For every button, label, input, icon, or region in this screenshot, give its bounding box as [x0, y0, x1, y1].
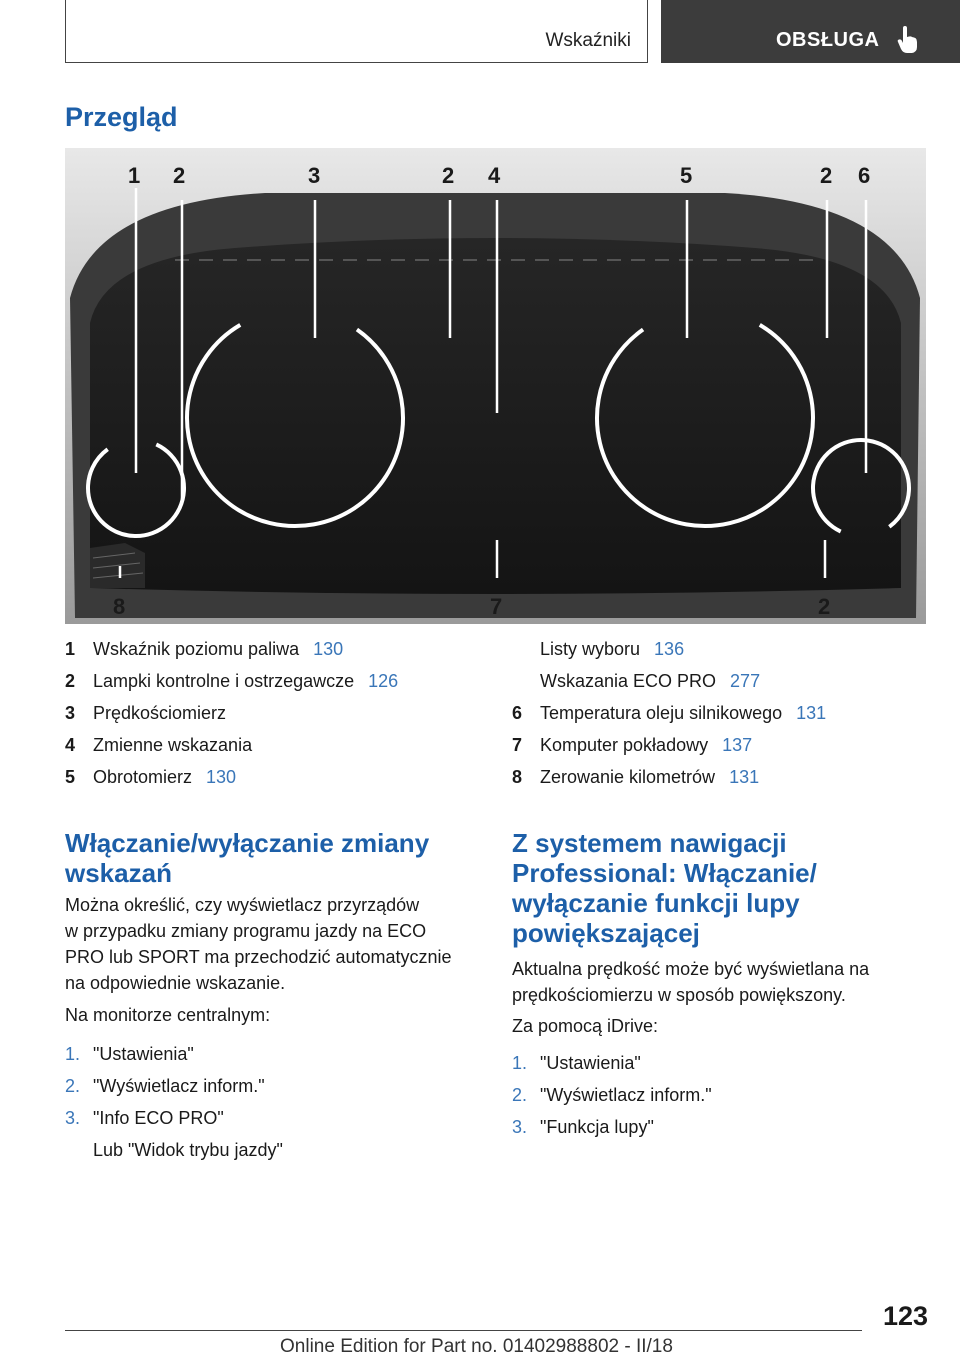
legend-number: 7 [512, 735, 523, 755]
para-line: Można określić, czy wyświetlacz przyrządów [65, 895, 420, 915]
callout-2: 2 [820, 163, 833, 188]
legend-number: 4 [65, 735, 76, 755]
section-right-steps [512, 1047, 712, 1143]
callout-6: 6 [858, 163, 871, 188]
step-text: "Info ECO PRO" [93, 1108, 224, 1128]
heading-line: Włączanie/wyłączanie zmiany [65, 828, 430, 858]
legend-text: Listy wyboru [540, 639, 641, 659]
legend-text: Obrotomierz [93, 767, 193, 787]
step-text: "Ustawienia" [540, 1053, 641, 1073]
legend-text: Zmienne wskazania [93, 735, 253, 755]
para-line: w przypadku zmiany programu jazdy na ECO [65, 921, 427, 941]
page-title: Przegląd [65, 102, 178, 132]
heading-line: powiększającej [512, 918, 700, 948]
legend-left [65, 633, 398, 793]
step-text: Lub "Widok trybu jazdy" [93, 1140, 283, 1160]
page-link[interactable]: 137 [722, 735, 753, 755]
step-item [512, 1111, 712, 1143]
footer-edition: Online Edition for Part no. 01402988802 - II/18 [280, 1336, 673, 1357]
legend-item [512, 697, 826, 729]
header-section-box [65, 0, 648, 63]
callout-2: 2 [818, 594, 831, 619]
page-link[interactable]: 130 [206, 767, 237, 787]
page-link[interactable]: 131 [796, 703, 827, 723]
legend-item [65, 697, 398, 729]
legend-number: 3 [65, 703, 76, 723]
legend-text: Prędkościomierz [93, 703, 227, 723]
page-link[interactable]: 130 [313, 639, 344, 659]
callout-8: 8 [113, 594, 126, 619]
legend-item [65, 633, 398, 665]
legend-text: Komputer pokładowy [540, 735, 709, 755]
step-number: 3. [65, 1108, 81, 1128]
legend-item [512, 761, 826, 793]
legend-number: 6 [512, 703, 523, 723]
page-link[interactable]: 126 [368, 671, 399, 691]
callout-5: 5 [680, 163, 693, 188]
step-item [65, 1134, 283, 1166]
section-left-intro: Na monitorze centralnym: [65, 1005, 271, 1025]
section-heading-left [65, 828, 429, 888]
step-item [512, 1079, 712, 1111]
step-number: 2. [65, 1076, 81, 1096]
step-text: "Wyświetlacz inform." [93, 1076, 265, 1096]
callout-3: 3 [308, 163, 321, 188]
heading-line: Z systemem nawigacji [512, 828, 787, 858]
page-link[interactable]: 136 [654, 639, 685, 659]
heading-line: Professional: Włączanie/ [512, 858, 817, 888]
legend-number: 2 [65, 671, 76, 691]
legend-number: 1 [65, 639, 76, 659]
section-right-paragraph [512, 956, 869, 1008]
footer-divider [65, 1330, 862, 1331]
step-text: "Funkcja lupy" [540, 1117, 654, 1137]
legend-item [65, 729, 398, 761]
section-heading-right [512, 828, 817, 948]
callout-2: 2 [173, 163, 186, 188]
section-left-steps [65, 1038, 283, 1166]
step-item [65, 1038, 283, 1070]
step-number: 1. [65, 1044, 81, 1064]
para-line: Aktualna prędkość może być wyświetlana na [512, 959, 870, 979]
legend-item [65, 761, 398, 793]
header-chapter: OBSŁUGA [776, 29, 880, 51]
page-number: 123 [882, 1301, 928, 1331]
heading-line: wyłączanie funkcji lupy [512, 888, 800, 918]
pointing-hand-icon [897, 26, 919, 54]
step-text: "Wyświetlacz inform." [540, 1085, 712, 1105]
step-item [65, 1102, 283, 1134]
callout-2: 2 [442, 163, 455, 188]
page-link[interactable]: 277 [730, 671, 761, 691]
heading-line: wskazań [65, 858, 172, 888]
para-line: na odpowiednie wskazanie. [65, 973, 286, 993]
callout-1: 1 [128, 163, 141, 188]
section-left-paragraph [65, 892, 452, 996]
callout-7: 7 [490, 594, 503, 619]
legend-text: Wskaźnik poziomu paliwa [93, 639, 300, 659]
legend-right [512, 633, 826, 793]
page-link[interactable]: 131 [729, 767, 760, 787]
instrument-cluster-figure [65, 148, 926, 624]
legend-text: Temperatura oleju silnikowego [540, 703, 783, 723]
legend-item [512, 729, 826, 761]
legend-text: Wskazania ECO PRO [540, 671, 717, 691]
header-section: Wskaźniki [545, 30, 631, 51]
callout-4: 4 [488, 163, 501, 188]
step-item [65, 1070, 283, 1102]
legend-text: Zerowanie kilometrów [540, 767, 716, 787]
header-chapter-box [661, 0, 960, 63]
step-item [512, 1047, 712, 1079]
legend-number: 8 [512, 767, 523, 787]
legend-item [512, 665, 826, 697]
legend-number: 5 [65, 767, 76, 787]
section-right-intro: Za pomocą iDrive: [512, 1016, 659, 1036]
legend-item [512, 633, 826, 665]
step-number: 3. [512, 1117, 528, 1137]
step-number: 2. [512, 1085, 528, 1105]
para-line: prędkościomierzu w sposób powiększony. [512, 985, 846, 1005]
legend-item [65, 665, 398, 697]
step-text: "Ustawienia" [93, 1044, 194, 1064]
legend-text: Lampki kontrolne i ostrzegawcze [93, 671, 355, 691]
step-number: 1. [512, 1053, 528, 1073]
para-line: PRO lub SPORT ma przechodzić automatycznie [65, 947, 452, 967]
